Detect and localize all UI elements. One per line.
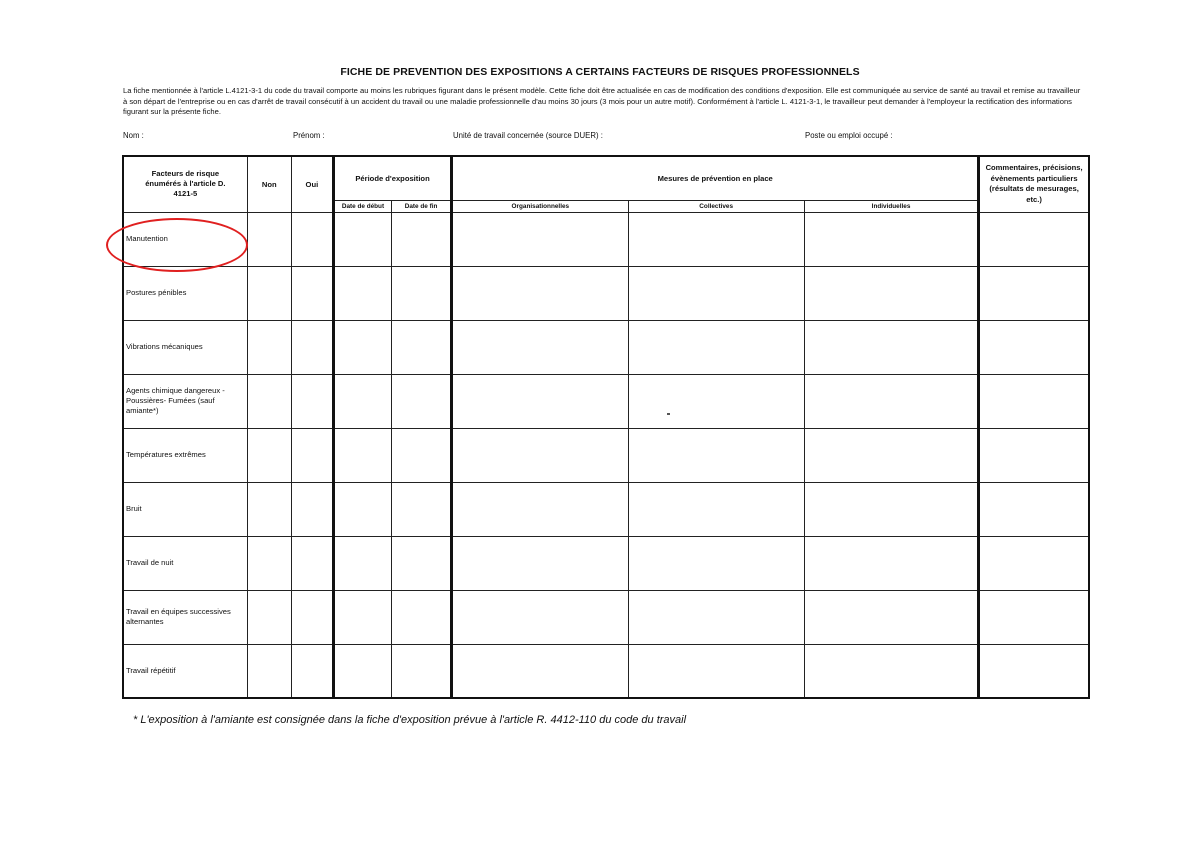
prenom-field[interactable]: Prénom : [293,131,325,140]
cell-commentaires[interactable] [979,212,1089,266]
cell-oui[interactable] [291,266,333,320]
nom-field[interactable]: Nom : [123,131,144,140]
cell-individuelles[interactable] [804,590,978,644]
cell-oui[interactable] [291,644,333,698]
row-label: Travail en équipes successives alternantes [123,590,247,644]
cell-commentaires[interactable] [979,536,1089,590]
cell-individuelles[interactable] [804,320,978,374]
table-row [123,482,1089,536]
table-row [123,266,1089,320]
cell-individuelles[interactable] [804,374,978,428]
cell-individuelles[interactable] [804,482,978,536]
header-commentaires: Commentaires, précisions, évènements particuliers (résultats de mesurages, etc.) [979,156,1089,212]
cell-collectives[interactable] [628,212,804,266]
unite-travail-field[interactable]: Unité de travail concernée (source DUER) : [453,131,603,140]
cell-non[interactable] [247,644,291,698]
cell-oui[interactable] [291,536,333,590]
row-label: Agents chimique dangereux - Poussières- Fumées (sauf amiante*) [123,374,247,428]
cell-date-debut[interactable] [333,374,391,428]
cell-non[interactable] [247,590,291,644]
cell-commentaires[interactable] [979,644,1089,698]
cell-date-fin[interactable] [392,374,452,428]
header-oui: Oui [291,156,333,212]
cell-commentaires[interactable] [979,374,1089,428]
cell-date-fin[interactable] [392,212,452,266]
table-row [123,212,1089,266]
row-label: Travail de nuit [123,536,247,590]
cell-date-debut[interactable] [333,428,391,482]
cell-organisationnelles[interactable] [452,590,628,644]
cell-oui[interactable] [291,590,333,644]
row-label: Manutention [123,212,247,266]
header-mesures: Mesures de prévention en place [452,156,979,200]
cell-date-debut[interactable] [333,590,391,644]
cell-oui[interactable] [291,212,333,266]
cell-collectives[interactable] [628,644,804,698]
table-row [123,374,1089,428]
cell-date-fin[interactable] [392,482,452,536]
cell-date-fin[interactable] [392,320,452,374]
cell-oui[interactable] [291,428,333,482]
cell-individuelles[interactable] [804,644,978,698]
row-label: Postures pénibles [123,266,247,320]
row-label: Vibrations mécaniques [123,320,247,374]
footnote: * L'exposition à l'amiante est consignée dans la fiche d'exposition prévue à l'article R. 4412-110 du code du travail [133,714,687,726]
header-periode: Période d'exposition [333,156,451,200]
form-title: FICHE DE PREVENTION DES EXPOSITIONS A CERTAINS FACTEURS DE RISQUES PROFESSIONNELS [340,66,860,78]
cell-non[interactable] [247,482,291,536]
header-organisationnelles: Organisationnelles [452,200,628,212]
cell-organisationnelles[interactable] [452,212,628,266]
cell-date-debut[interactable] [333,644,391,698]
cell-commentaires[interactable] [979,320,1089,374]
cell-organisationnelles[interactable] [452,644,628,698]
cell-date-fin[interactable] [392,536,452,590]
cell-commentaires[interactable] [979,428,1089,482]
cell-non[interactable] [247,428,291,482]
cell-individuelles[interactable] [804,536,978,590]
cell-organisationnelles[interactable] [452,536,628,590]
annotation-circle [106,218,248,272]
header-date-fin: Date de fin [392,200,452,212]
cell-date-fin[interactable] [392,266,452,320]
cell-non[interactable] [247,536,291,590]
cell-non[interactable] [247,374,291,428]
cell-organisationnelles[interactable] [452,266,628,320]
cell-individuelles[interactable] [804,266,978,320]
header-collectives: Collectives [628,200,804,212]
cell-collectives[interactable] [628,590,804,644]
table-row [123,590,1089,644]
row-label: Bruit [123,482,247,536]
header-individuelles: Individuelles [804,200,978,212]
scan-speck [667,413,670,415]
cell-oui[interactable] [291,482,333,536]
cell-collectives[interactable] [628,320,804,374]
intro-paragraph: La fiche mentionnée à l'article L.4121-3-1 du code du travail comporte au moins les rubriques figurant dans le présent modèle. Cette fiche doit être actualisée en cas de modification des conditions d'exposition. Elle est communiquée au service de santé au travail et remise au travailleur à son départ de l'entreprise ou en cas d'arrêt de travail consécutif à un accident du travail ou une maladie professionnelle d'au moins 30 jours (3 mois pour un autre motif). Conformément à l'article L. 4121-3-1, le travailleur peut demander à l'employeur la rectification des informations figurant sur la présente fiche. [123,86,1081,117]
cell-date-fin[interactable] [392,644,452,698]
cell-date-debut[interactable] [333,266,391,320]
table-row [123,428,1089,482]
cell-collectives[interactable] [628,266,804,320]
cell-individuelles[interactable] [804,212,978,266]
cell-oui[interactable] [291,320,333,374]
cell-date-fin[interactable] [392,428,452,482]
cell-commentaires[interactable] [979,266,1089,320]
cell-date-debut[interactable] [333,320,391,374]
cell-date-debut[interactable] [333,482,391,536]
cell-collectives[interactable] [628,482,804,536]
header-date-debut: Date de début [333,200,391,212]
cell-organisationnelles[interactable] [452,428,628,482]
cell-collectives[interactable] [628,428,804,482]
risk-factors-table [122,155,1090,699]
cell-date-debut[interactable] [333,212,391,266]
table-row [123,644,1089,698]
cell-date-fin[interactable] [392,590,452,644]
header-facteurs: Facteurs de risque énumérés à l'article D. 4121-5 [123,156,247,212]
row-label: Températures extrêmes [123,428,247,482]
cell-non[interactable] [247,320,291,374]
cell-organisationnelles[interactable] [452,320,628,374]
cell-oui[interactable] [291,374,333,428]
cell-organisationnelles[interactable] [452,482,628,536]
cell-non[interactable] [247,266,291,320]
cell-organisationnelles[interactable] [452,374,628,428]
cell-commentaires[interactable] [979,482,1089,536]
cell-collectives[interactable] [628,374,804,428]
poste-field[interactable]: Poste ou emploi occupé : [805,131,893,140]
cell-commentaires[interactable] [979,590,1089,644]
cell-collectives[interactable] [628,536,804,590]
row-label: Travail répétitif [123,644,247,698]
cell-non[interactable] [247,212,291,266]
header-non: Non [247,156,291,212]
cell-individuelles[interactable] [804,428,978,482]
table-row [123,320,1089,374]
cell-date-debut[interactable] [333,536,391,590]
table-row [123,536,1089,590]
